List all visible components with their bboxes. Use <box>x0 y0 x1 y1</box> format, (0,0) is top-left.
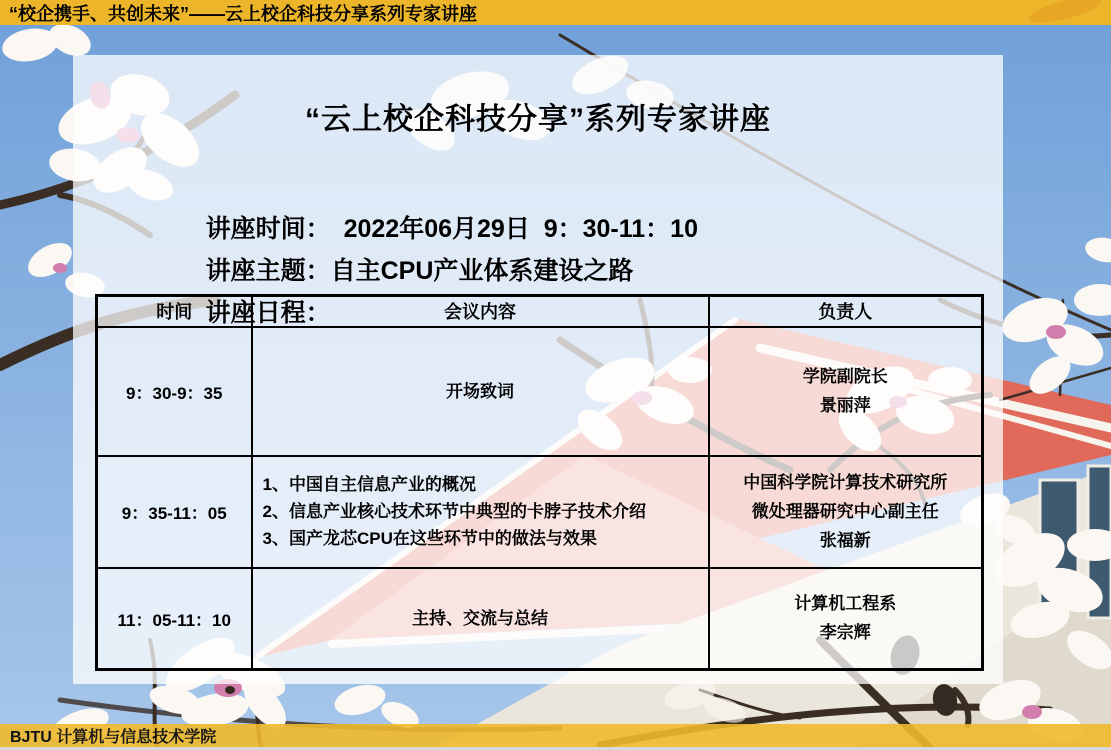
table-row <box>97 327 983 456</box>
owner-line: 中国科学院计算技术研究所 <box>743 473 948 492</box>
lecture-time-line <box>150 166 698 243</box>
time-cell: 9：35-11：05 <box>97 456 252 568</box>
content-line: 3、国产龙芯CPU在这些环节中的做法与效果 <box>262 529 597 548</box>
content-line: 主持、交流与总结 <box>412 608 548 628</box>
time-cell: 11：05-11：10 <box>97 568 252 670</box>
lecture-topic-value: 自主CPU产业体系建设之路 <box>330 257 634 285</box>
column-header: 负责人 <box>709 296 983 327</box>
owner-cell <box>709 327 983 456</box>
content-line: 1、中国自主信息产业的概况 <box>262 475 476 494</box>
owner-line: 学院副院长 <box>802 367 888 386</box>
table-row <box>97 456 983 568</box>
column-header: 时间 <box>97 296 252 327</box>
content-cell <box>252 327 709 456</box>
owner-cell <box>709 456 983 568</box>
owner-cell <box>709 568 983 670</box>
top-banner <box>0 0 1111 25</box>
lecture-topic-label: 讲座主题： <box>205 257 331 285</box>
header-row <box>97 296 983 327</box>
lecture-time-label: 讲座时间： <box>205 215 331 243</box>
owner-line: 景丽萍 <box>819 396 871 415</box>
banner-watermark <box>1027 0 1103 25</box>
content-line: 开场致词 <box>446 381 514 401</box>
footer-text: BJTU 计算机与信息技术学院 <box>10 729 217 746</box>
footer-banner <box>0 724 1111 747</box>
owner-line: 微处理器研究中心副主任 <box>751 502 939 521</box>
time-cell: 9：30-9：35 <box>97 327 252 456</box>
slide-title: “云上校企科技分享”系列专家讲座 <box>305 103 771 136</box>
table-row <box>97 568 983 670</box>
owner-line: 李宗辉 <box>819 623 871 643</box>
content-cell <box>252 456 709 568</box>
column-header: 会议内容 <box>252 296 709 327</box>
lecture-time-value: 2022年06月29日 9：30-11：10 <box>343 215 698 243</box>
schedule-table <box>95 294 984 671</box>
lecture-agenda-label: 讲座日程： <box>205 299 331 327</box>
owner-line: 张福新 <box>819 531 871 550</box>
owner-line: 计算机工程系 <box>794 594 897 614</box>
banner-title: “校企携手、共创未来”——云上校企科技分享系列专家讲座 <box>9 3 477 24</box>
content-line: 2、信息产业核心技术环节中典型的卡脖子技术介绍 <box>262 502 646 521</box>
content-cell <box>252 568 709 670</box>
